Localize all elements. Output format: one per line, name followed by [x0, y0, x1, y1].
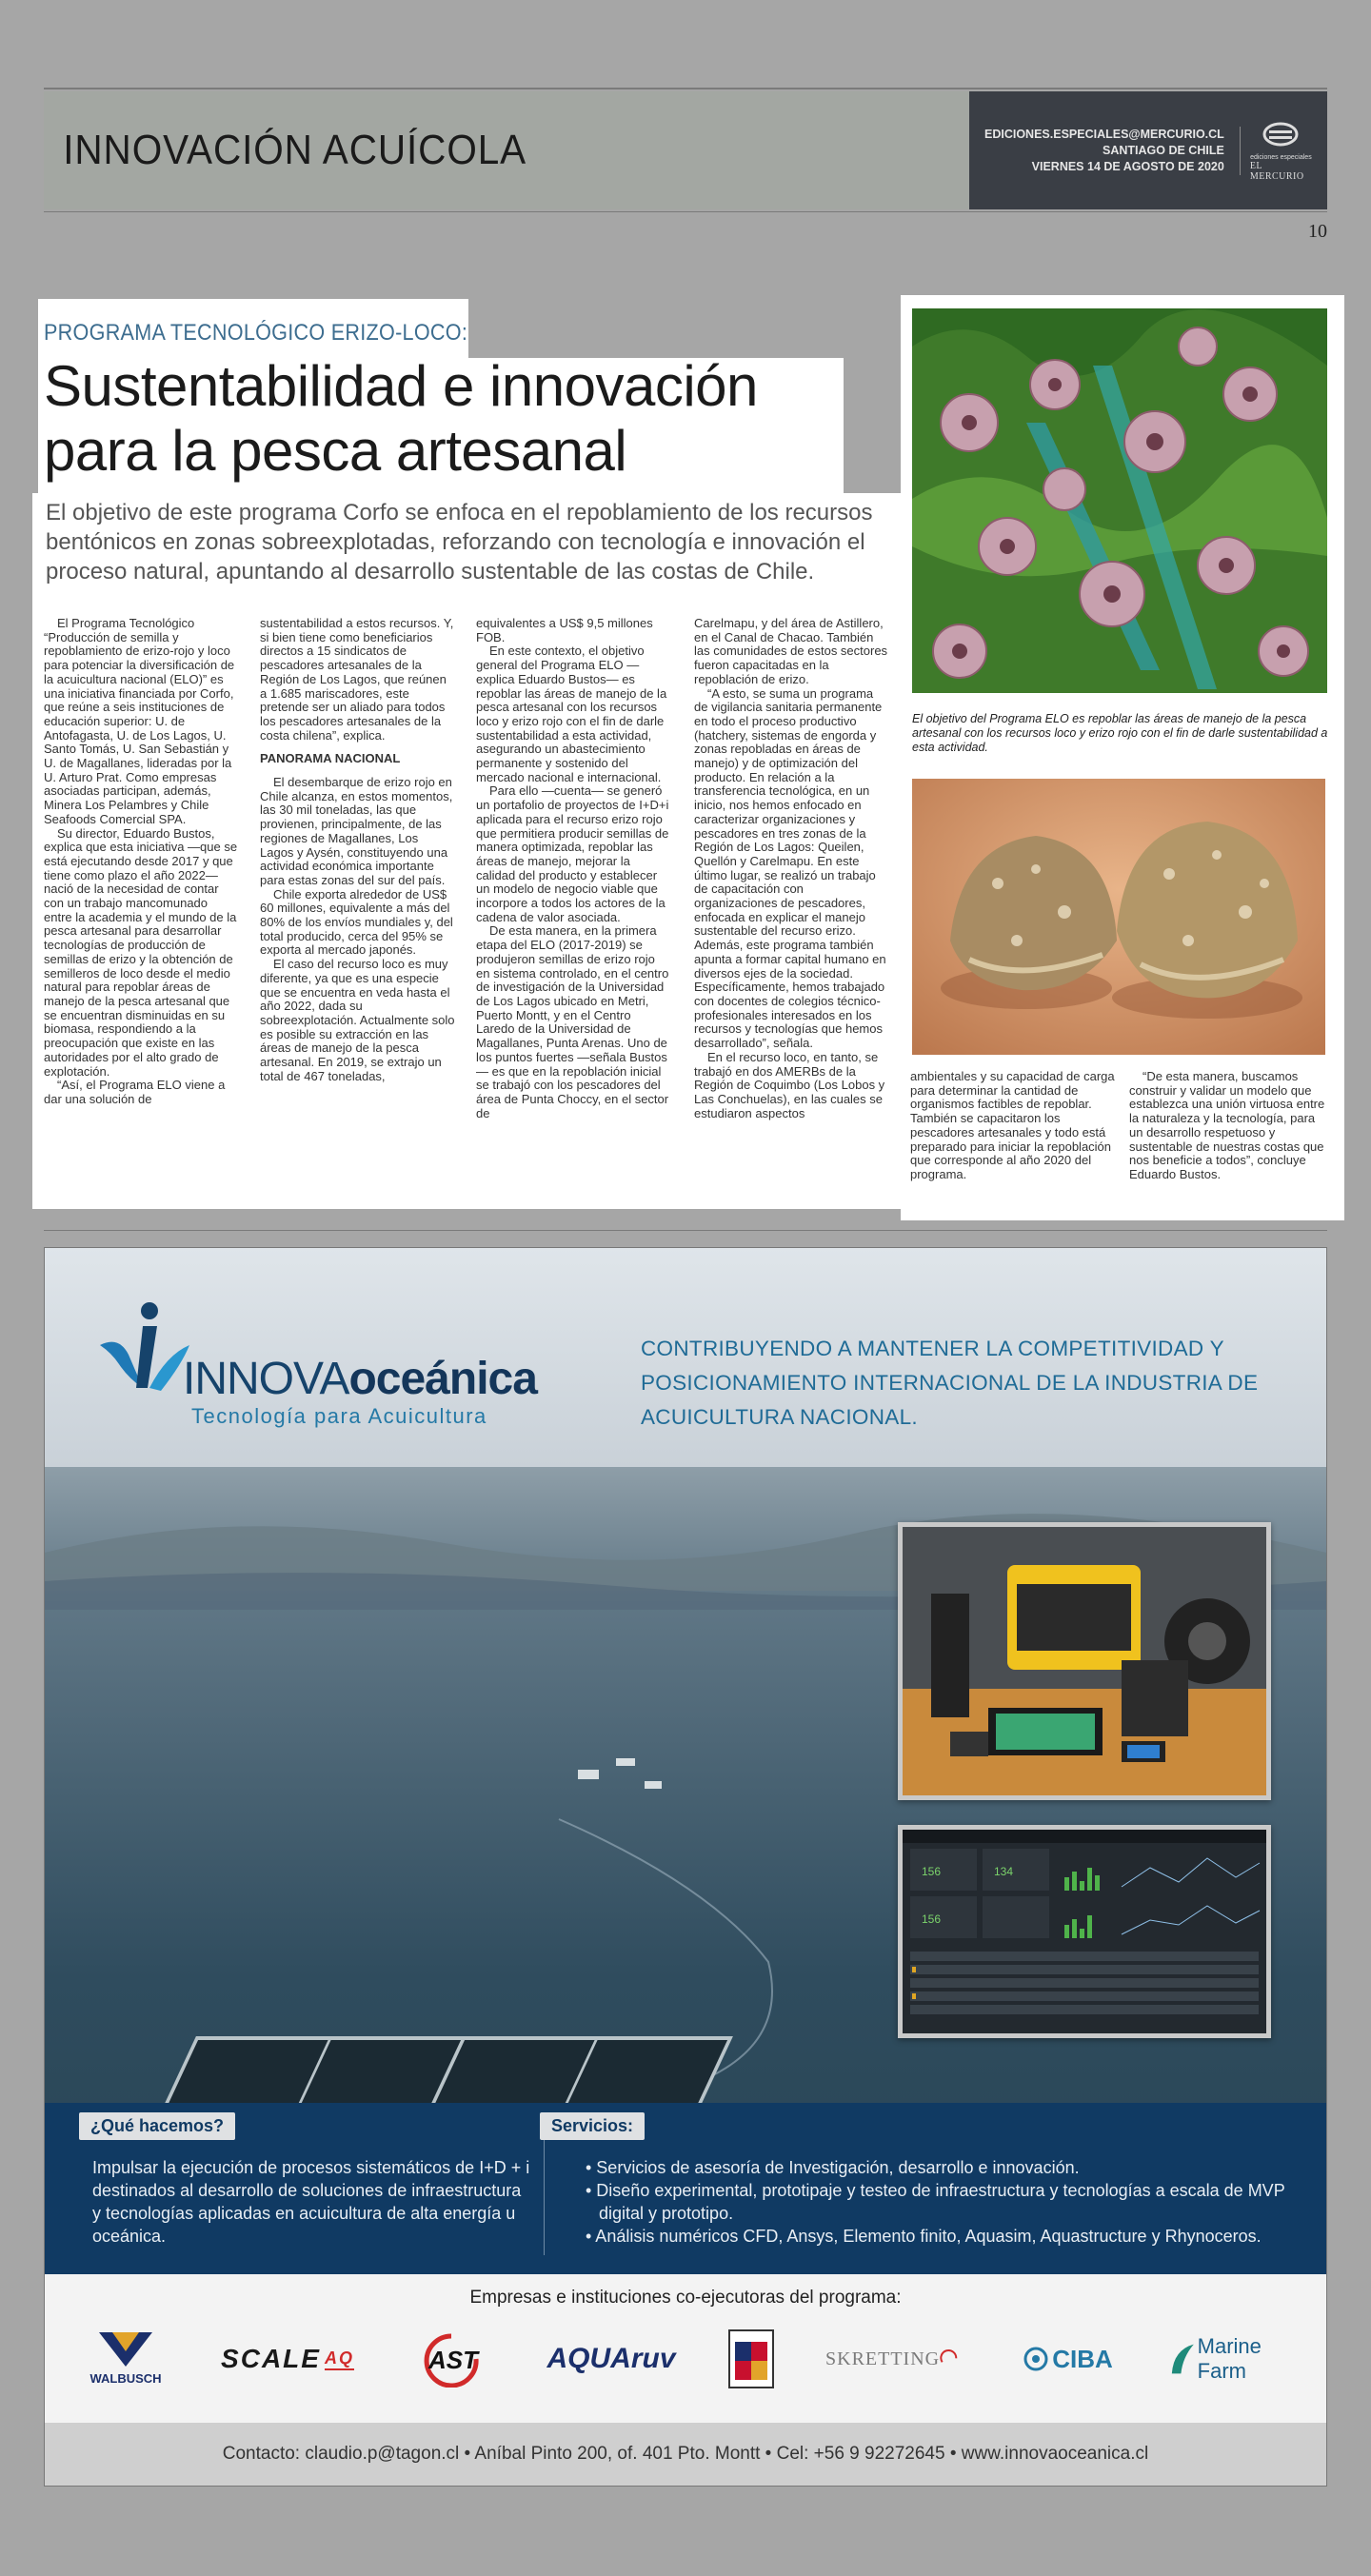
what-we-do-text: Impulsar la ejecución de procesos sistemáticos de I+D + i destinados al desarrollo de soluciones de infraestructura y tecnologías aplicadas en acuicultura de alta energía u oceánica. — [92, 2158, 530, 2246]
subheading: PANORAMA NACIONAL — [260, 751, 401, 766]
aquaruv-logo: AQUAruv — [546, 2343, 676, 2374]
page-number: 10 — [1308, 221, 1327, 242]
service-item: • Diseño experimental, prototipaje y testeo de infraestructura y tecnologías a escala de MVP digital y prototipo. — [586, 2181, 1285, 2223]
paragraph: equivalentes a US$ 9,5 millones FOB. — [476, 616, 653, 644]
article-headline — [44, 354, 844, 484]
publication-city: SANTIAGO DE CHILE — [1103, 143, 1224, 157]
brand-name-light: INNOVA — [183, 1354, 349, 1404]
innovaoceanica-logo-icon — [90, 1298, 195, 1407]
article-column-4 — [694, 617, 889, 1120]
article-column-5 — [910, 1070, 1120, 1182]
paragraph: Carelmapu, y del área de Astillero, en el Canal de Chacao. También las comunidades de estos sectores fueron capacitadas en la repoblación de erizo. — [694, 616, 888, 686]
service-item: • Análisis numéricos CFD, Ansys, Elemento finito, Aquasim, Aquastructure y Rhynoceros. — [586, 2227, 1262, 2246]
section-title: INNOVACIÓN ACUÍCOLA — [63, 127, 527, 173]
paragraph: El Programa Tecnológico “Producción de semilla y repoblamiento de erizo-rojo y loco para potenciar la diversificación de la acuicultura nacional (ELO)” es una iniciativa financiada por Corfo, que reúne a seis instituciones de educación superior: U. de Antofagasta, U. de Los Lagos, U. Santo Tomás, U. San Sebastián y U. de Magallanes, lideradas por la U. Arturo Prat. Como empresas asociadas participan, además, Minera Los Pelambres y Chile Seafoods Comercial SPA. — [44, 616, 235, 826]
article-column-2 — [260, 617, 455, 1084]
monitoring-dashboard-screenshot — [898, 1825, 1271, 2038]
skretting-name: SKRETTING — [825, 2348, 941, 2369]
paragraph: sustentabilidad a estos recursos. Y, si bien tiene como beneficiarios directos a 15 sindicatos de pescadores artesanales de la Región de Los Lagos, que reúnen a 1.685 mariscadores, este pretende ser un aliado para todos los pescadores artesanales de la costa chilena”, explica. — [260, 616, 454, 743]
ast-name: AST — [428, 2346, 478, 2374]
article-ad-separator — [44, 1230, 1327, 1231]
paragraph: En este contexto, el objetivo general del Programa ELO —explica Eduardo Bustos— es repoblar las áreas de manejo de la pesca artesanal con los recursos loco y erizo rojo con el fin de darle sustentabilidad a esta actividad, asegurando un abastecimiento permanente y sostenido del mercado nacional e internacional. — [476, 644, 667, 784]
photo-caption: El objetivo del Programa ELO es repoblar las áreas de manejo de la pesca artesanal con los recursos loco y erizo rojo con el fin de darle sustentabilidad a esta actividad. — [912, 712, 1328, 754]
partners-title: Empresas e instituciones co-ejecutoras del programa: — [469, 2288, 902, 2308]
ciba-logo — [997, 2326, 1140, 2392]
ad-slogan: CONTRIBUYENDO A MANTENER LA COMPETITIVIDAD Y POSICIONAMIENTO INTERNACIONAL DE LA INDUSTRIA DE ACUICULTURA NACIONAL. — [641, 1337, 1259, 1429]
ciba-name: CIBA — [1052, 2344, 1113, 2373]
aq-name: AQ — [325, 2348, 354, 2370]
headline-line-2: para la pesca artesanal — [44, 419, 627, 483]
publication-date: VIERNES 14 DE AGOSTO DE 2020 — [1031, 159, 1224, 173]
contact-band — [45, 2423, 1326, 2486]
headline-line-1: Sustentabilidad e innovación — [44, 354, 758, 418]
rov-equipment-photo — [898, 1522, 1271, 1800]
marine-farm-name: Marine Farm — [1197, 2334, 1262, 2383]
header-top-rule — [44, 88, 1327, 89]
brand-name-bold: oceánica — [348, 1354, 537, 1404]
header-bottom-rule — [44, 211, 1327, 212]
paragraph: De esta manera, en la primera etapa del ELO (2017-2019) se produjeron semillas de erizo rojo en sistema controlado, en el centro de investigación de la Universidad de Los Lagos ubicado en Metri, Puerto Montt, y en el Centro Laredo de la Universidad de Magallanes, Punta Arenas. Uno de los puntos fuertes —señala Bustos— es que en la repoblación inicial se trabajó con los pescadores del área de Punta Choccy, en el sector de — [476, 923, 669, 1120]
services-label: Servicios: — [540, 2112, 645, 2140]
publication-email: EDICIONES.ESPECIALES@MERCURIO.CL — [984, 127, 1224, 141]
sea-urchin-photo — [912, 308, 1327, 693]
brand-tagline: Tecnología para Acuicultura — [191, 1404, 487, 1428]
paragraph: “De esta manera, buscamos construir y validar un modelo que establezca una unión virtuosa entre la naturaleza y la tecnología, para un desarrollo respetuoso y sustentable de nuestras costas que nos beneficie a todos”, concluye Eduardo Bustos. — [1129, 1069, 1325, 1181]
skretting-swirl-icon — [940, 2345, 959, 2373]
paragraph: Para ello —cuenta— se generó un portafolio de proyectos de I+D+i aplicada para el recurso erizo rojo que permitiera producir semillas de manera optimizada, repoblar las áreas de manejo, mejorar la calidad del producto y establecer un modelo de negocio viable que incorpore a todos los actores de la cadena de valor asociada. — [476, 783, 669, 924]
walbusch-name: WALBUSCH — [89, 2371, 162, 2386]
what-we-do-label: ¿Qué hacemos? — [79, 2112, 235, 2140]
dash-value: 134 — [994, 1865, 1014, 1878]
logo-subtitle: ediciones especiales — [1250, 153, 1312, 161]
section-header — [44, 91, 1327, 209]
article-kicker: PROGRAMA TECNOLÓGICO ERIZO-LOCO: — [44, 320, 468, 346]
dash-value: 156 — [922, 1912, 942, 1926]
paragraph: “A esto, se suma un programa de vigilancia sanitaria permanente en todo el proceso productivo (hatchery, sistemas de engorda y zonas repobladas en áreas de manejo) y de optimización del producto. En relación a la transferencia tecnológica, en un inicio, nos hemos enfocado en caracterizar organizaciones y pescadores en tres zonas de la Región de Los Lagos: Queilen, Quellón y Carelmapu. En este último lugar, se realizó un trabajo de capacitación con organizaciones de pescadores, enfocada en explicar el manejo sustentable del recurso erizo. Además, este programa también apunta a formar capital humano en diversos ejes de la sociedad. Específicamente, hemos trabajado con docentes de colegios técnico-profesionales interesados en los recursos y tecnologías que hemos desarrollado”, señala. — [694, 685, 886, 1051]
paragraph: El caso del recurso loco es muy diferente, ya que es una especie que se encuentra en veda hasta el año 2022, dada su sobreexplotación. Actualmente solo es posible su extracción en las áreas de manejo de la pesca artesanal. En 2019, se extrajo un total de 467 toneladas, — [260, 957, 455, 1083]
logo-name: EL MERCURIO — [1249, 160, 1304, 182]
university-crest-icon — [723, 2326, 780, 2392]
service-item: • Servicios de asesoría de Investigación, desarrollo e innovación. — [586, 2158, 1080, 2177]
loco-shells-photo — [912, 779, 1325, 1055]
paragraph: Su director, Eduardo Bustos, explica que esta iniciativa —que se está ejecutando desde 2017 y que tiene como plazo el año 2022— nació de la necesidad de contar con un trabajo mancomunado entre la academia y el mundo de la pesca artesanal para desarrollar tecnologías de producción de semillas de erizo y la obtención de semilleros de loco desde el medio natural para repoblar áreas de manejo de la pesca artesanal que se encuentran disminuidas en su biomasa, respondiendo a la preocupación que existe en las autoridades por el alto grado de explotación. — [44, 825, 238, 1079]
el-mercurio-logo — [1241, 120, 1312, 182]
marine-farm-logo — [1168, 2326, 1311, 2392]
ast-logo — [408, 2326, 494, 2392]
scale-name: SCALE — [221, 2344, 321, 2373]
paragraph: El desembarque de erizo rojo en Chile alcanza, en estos momentos, las 30 mil toneladas, las que provienen, principalmente, de las regiones de Magallanes, Los Lagos y Aysén, constituyendo una actividad económica importante para estas zonas del sur del país. — [260, 775, 453, 887]
dash-value: 156 — [922, 1865, 942, 1878]
article-deck: El objetivo de este programa Corfo se enfoca en el repoblamiento de los recursos bentónicos en zonas sobreexplotadas, reforzando con tecnología e innovación el proceso natural, apuntando al desarrollo sustentable de las costas de Chile. — [46, 500, 873, 585]
article-column-6 — [1129, 1070, 1329, 1182]
fish-icon — [1168, 2340, 1198, 2378]
innovaoceanica-advertisement[interactable] — [44, 1247, 1327, 2487]
mercurio-emblem-icon — [1262, 120, 1300, 154]
paragraph: “Así, el Programa ELO viene a dar una solución de — [44, 1078, 226, 1106]
article-column-3 — [476, 617, 671, 1120]
paragraph: En el recurso loco, en tanto, se trabajó en dos AMERBs de la Región de Coquimbo (Los Lobos y Las Conchuelas), en las cuales se estudiaron aspectos — [694, 1049, 885, 1120]
contact-line: Contacto: claudio.p@tagon.cl • Aníbal Pinto 200, of. 401 Pto. Montt • Cel: +56 9 92272645 • www.innovaoceanica.cl — [222, 2444, 1149, 2464]
paragraph: Chile exporta alrededor de US$ 60 millones, equivalente a más del 80% de los envíos mundiales y, del total producido, cerca del 95% se exporta al mercado japonés. — [260, 886, 453, 958]
skretting-logo — [825, 2326, 959, 2392]
brand-name — [183, 1353, 537, 1405]
publication-info — [969, 91, 1327, 209]
article-column-1 — [44, 617, 239, 1107]
paragraph: ambientales y su capacidad de carga para determinar la cantidad de organismos factibles de repoblar. También se capacitaron los pescadores artesanales y todo está preparado para iniciar la repoblación que corresponde al año 2020 del programa. — [910, 1069, 1115, 1181]
walbusch-logo — [73, 2326, 178, 2392]
services-list — [586, 2156, 1327, 2248]
services-divider — [544, 2131, 545, 2255]
ciba-icon — [1023, 2347, 1048, 2371]
scale-aq-logo — [216, 2326, 359, 2392]
